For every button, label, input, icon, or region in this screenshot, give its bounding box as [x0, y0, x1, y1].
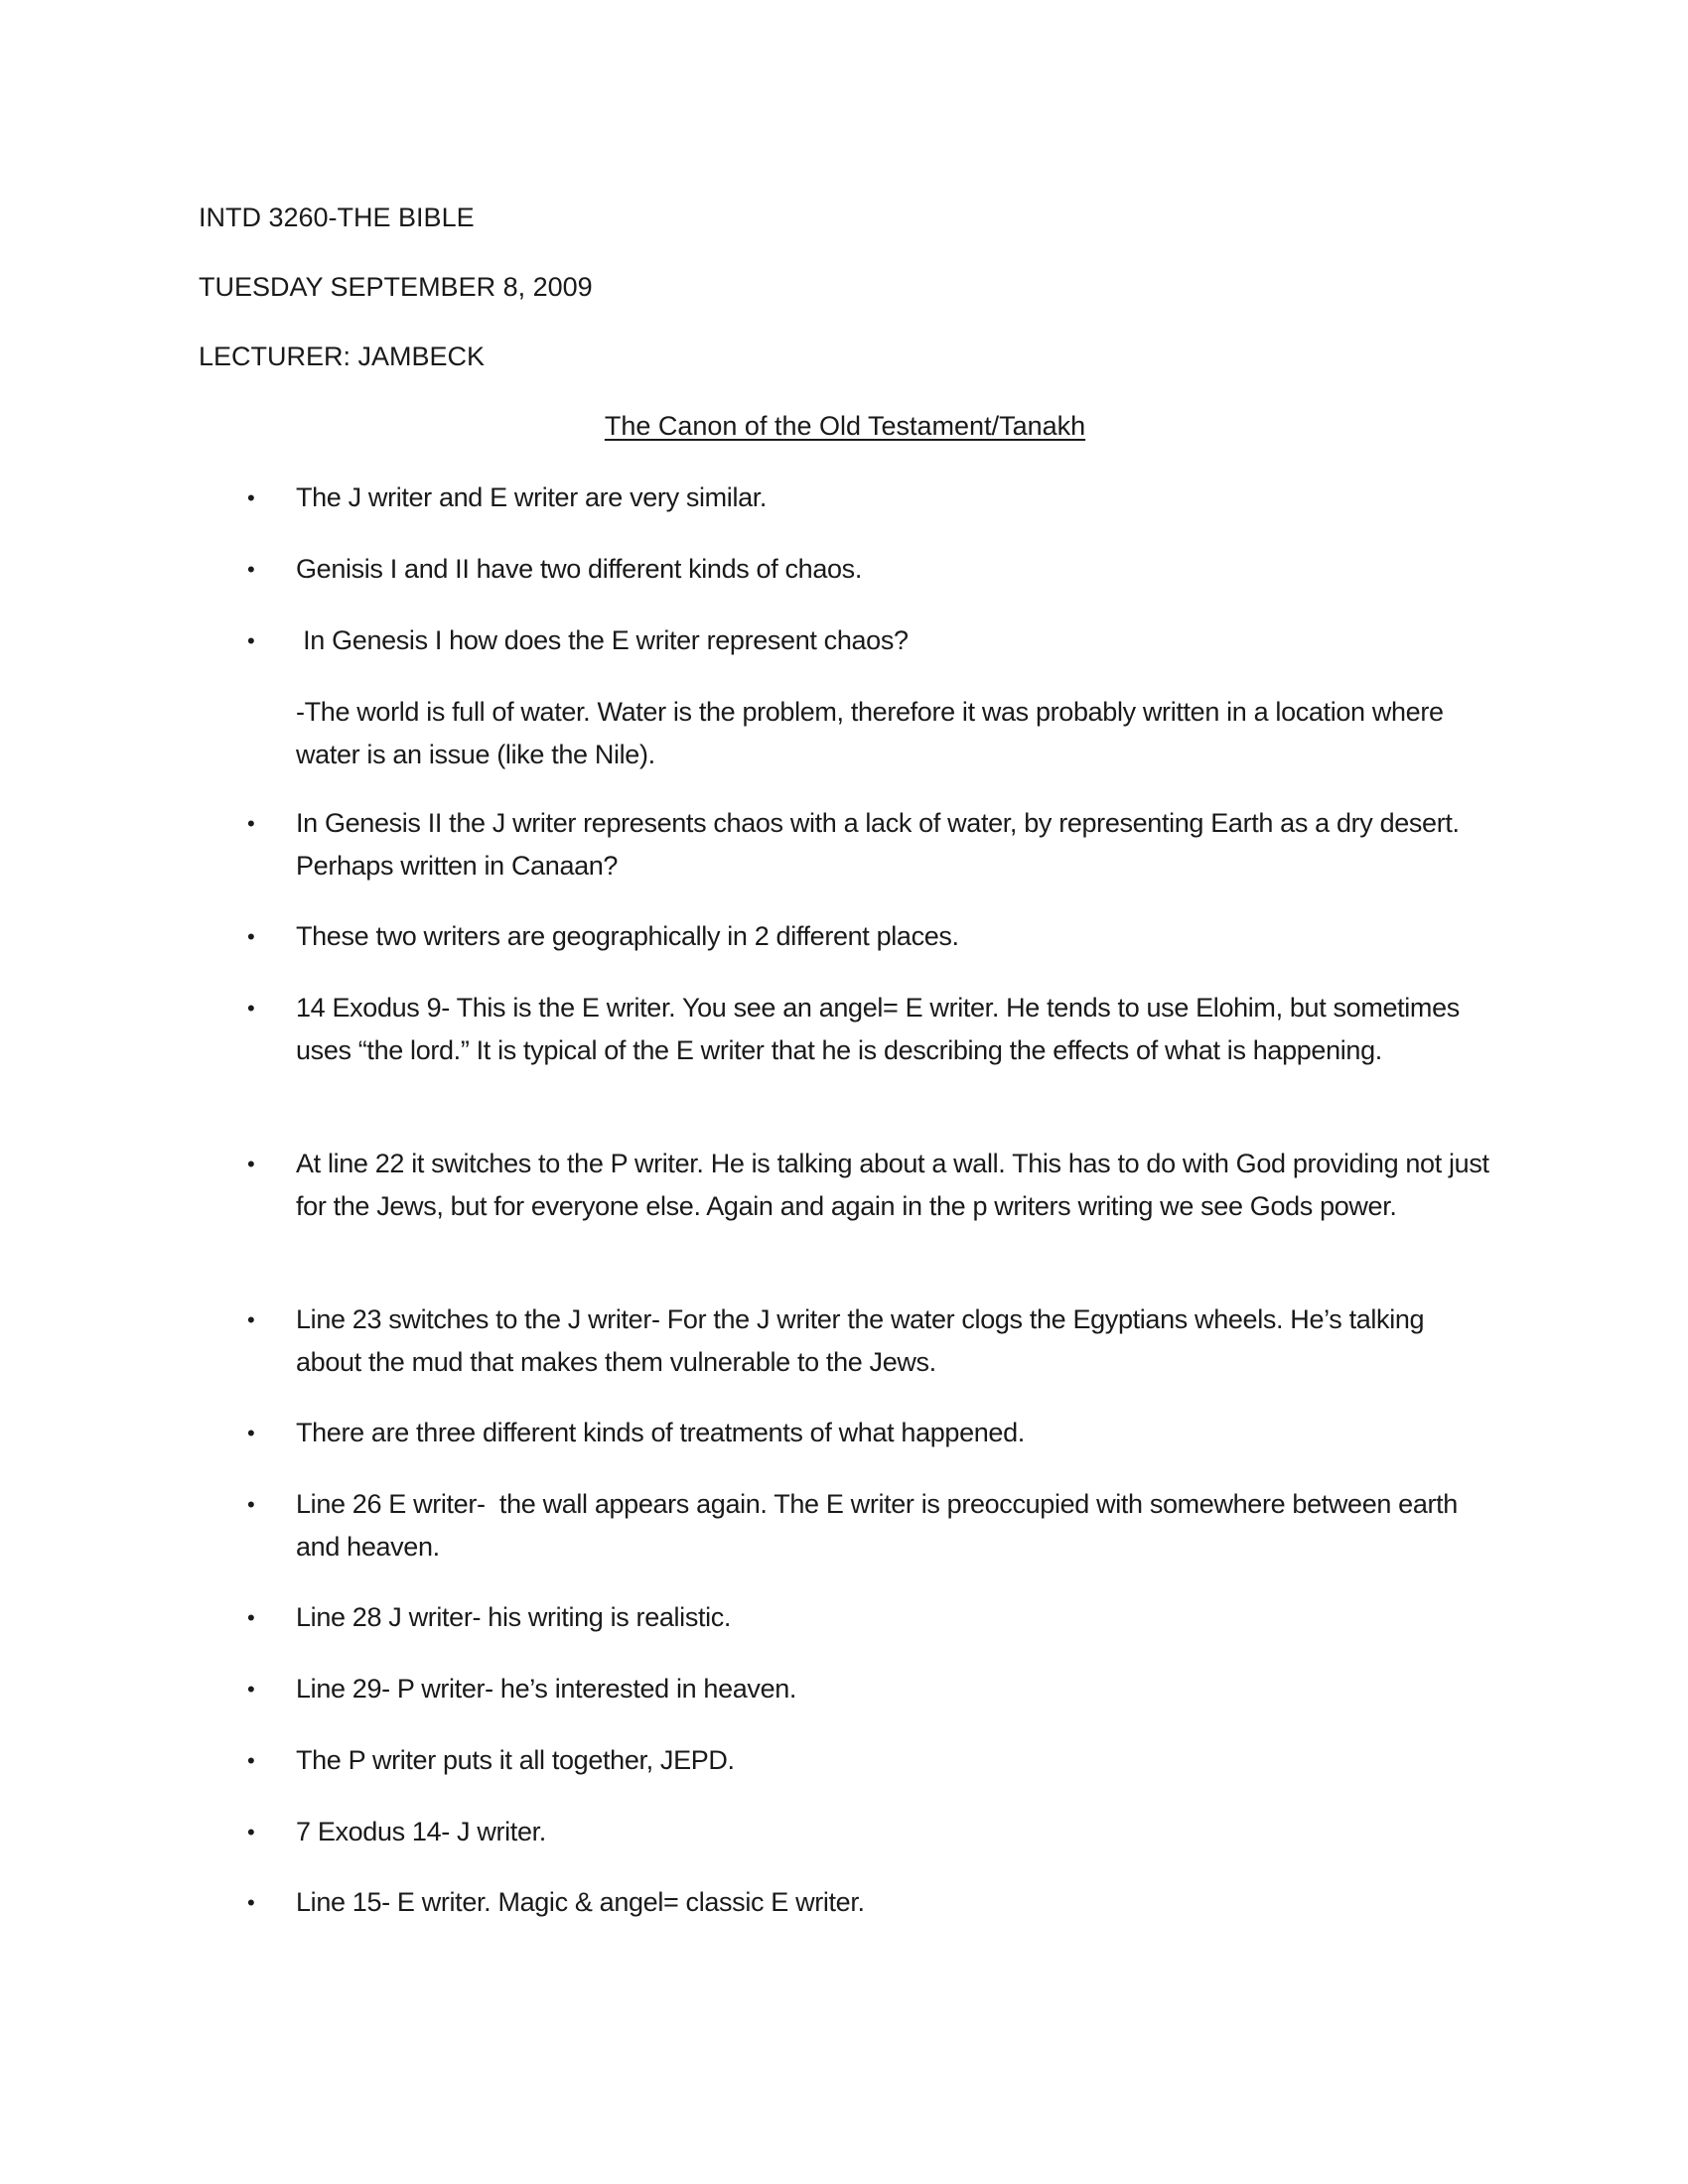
- bullet-icon: •: [247, 924, 255, 949]
- list-item: Line 28 J writer- his writing is realistic.: [296, 1602, 732, 1632]
- bullet-icon: •: [247, 485, 255, 510]
- list-item: In Genesis II the J writer represents chaos with a lack of water, by representing Earth as a dry desert. Perhaps written in Canaan?: [296, 808, 1460, 881]
- lecture-date: TUESDAY SEPTEMBER 8, 2009: [199, 272, 593, 302]
- list-item: The P writer puts it all together, JEPD.: [296, 1745, 735, 1775]
- bullet-icon: •: [247, 1605, 255, 1630]
- bullet-icon: •: [247, 1152, 255, 1176]
- bullet-icon: •: [247, 1492, 255, 1517]
- bullet-icon: •: [247, 1820, 255, 1844]
- list-item: Line 26 E writer- the wall appears again. The E writer is preoccupied with somewhere between earth and heaven.: [296, 1489, 1466, 1562]
- list-item: The J writer and E writer are very similar.: [296, 482, 768, 512]
- list-item: These two writers are geographically in 2 different places.: [296, 921, 959, 951]
- list-item: 14 Exodus 9- This is the E writer. You see an angel= E writer. He tends to use Elohim, but sometimes uses “the lord.” It is typical of the E writer that he is describing the effects of what is happening.: [296, 993, 1460, 1065]
- list-item: Line 15- E writer. Magic & angel= classic E writer.: [296, 1887, 865, 1917]
- lecturer-name: LECTURER: JAMBECK: [199, 341, 486, 371]
- list-item: In Genesis I how does the E writer represent chaos?: [296, 625, 909, 655]
- course-heading: INTD 3260-THE BIBLE: [199, 203, 475, 232]
- bullet-icon: •: [247, 1677, 255, 1702]
- list-item: At line 22 it switches to the P writer. He is talking about a wall. This has to do with God providing not just for the Jews, but for everyone else. Again and again in the p writers writing we see Gods power.: [296, 1149, 1489, 1221]
- document-title: [0, 411, 1688, 441]
- bullet-icon: •: [247, 1421, 255, 1445]
- bullet-icon: •: [247, 811, 255, 836]
- bullet-icon: •: [247, 1748, 255, 1773]
- list-item: There are three different kinds of treatments of what happened.: [296, 1418, 1025, 1447]
- list-item: Line 29- P writer- he’s interested in heaven.: [296, 1674, 797, 1704]
- bullet-icon: •: [247, 557, 255, 582]
- bullet-icon: •: [247, 996, 255, 1021]
- bullet-icon: •: [247, 1307, 255, 1332]
- document-title-text: The Canon of the Old Testament/Tanakh: [604, 411, 1086, 441]
- bullet-icon: •: [247, 628, 255, 653]
- bullet-icon: •: [247, 1890, 255, 1915]
- list-item: 7 Exodus 14- J writer.: [296, 1817, 546, 1846]
- list-item-continuation: -The world is full of water. Water is the problem, therefore it was probably written in a location where water is an issue (like the Nile).: [296, 697, 1444, 769]
- list-item: Line 23 switches to the J writer- For the J writer the water clogs the Egyptians wheels. He’s talking about the mud that makes them vulnerable to the Jews.: [296, 1304, 1425, 1377]
- list-item: Genisis I and II have two different kinds of chaos.: [296, 554, 862, 584]
